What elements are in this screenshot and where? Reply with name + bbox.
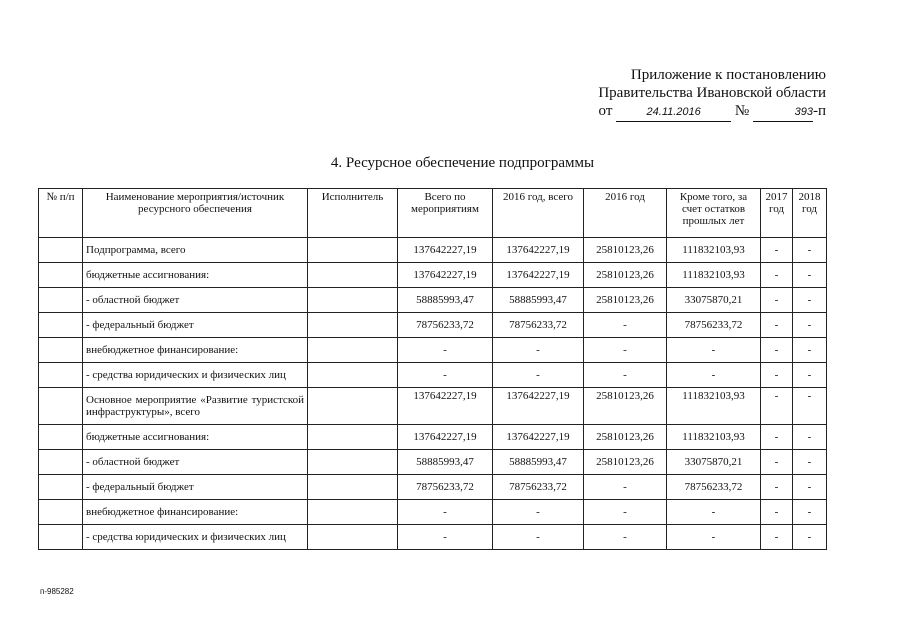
table-row [39, 263, 827, 288]
resource-table [38, 188, 827, 550]
table-cell: - [761, 450, 793, 475]
column-header: 2016 год [584, 189, 667, 238]
table-cell: 25810123,26 [584, 425, 667, 450]
table-cell [39, 288, 83, 313]
table-cell: 58885993,47 [398, 288, 493, 313]
table-row [39, 450, 827, 475]
table-cell: - [584, 313, 667, 338]
table-cell: - [793, 338, 827, 363]
column-header: Кроме того, за счет остатков прошлых лет [667, 189, 761, 238]
table-cell: 137642227,19 [493, 238, 584, 263]
table-cell: - [493, 363, 584, 388]
table-cell: 58885993,47 [493, 288, 584, 313]
table-cell [308, 288, 398, 313]
table-cell: 25810123,26 [584, 388, 667, 425]
table-row [39, 475, 827, 500]
table-cell: - [398, 500, 493, 525]
table-cell: внебюджетное финансирование: [83, 338, 308, 363]
column-header: Всего по мероприятиям [398, 189, 493, 238]
table-cell: - [793, 425, 827, 450]
table-cell: 78756233,72 [398, 475, 493, 500]
table-cell: 25810123,26 [584, 450, 667, 475]
table-cell [39, 425, 83, 450]
table-cell [308, 450, 398, 475]
table-cell: 137642227,19 [398, 388, 493, 425]
table-cell: 58885993,47 [493, 450, 584, 475]
table-cell: - [761, 313, 793, 338]
table-cell: 111832103,93 [667, 388, 761, 425]
handwritten-number: 393 [753, 103, 813, 122]
table-cell: - [584, 475, 667, 500]
column-header: Исполнитель [308, 189, 398, 238]
table-cell [39, 238, 83, 263]
table-cell: - [761, 388, 793, 425]
table-cell: - [761, 263, 793, 288]
table-row [39, 338, 827, 363]
column-header: 2016 год, всего [493, 189, 584, 238]
table-cell: - [793, 238, 827, 263]
table-cell: - [793, 263, 827, 288]
number-label: № [734, 103, 750, 119]
table-row [39, 363, 827, 388]
table-cell: 111832103,93 [667, 238, 761, 263]
table-cell: - [398, 338, 493, 363]
table-cell [308, 363, 398, 388]
table-cell: 78756233,72 [493, 313, 584, 338]
table-cell: - [493, 525, 584, 550]
table-cell [39, 263, 83, 288]
table-cell: 137642227,19 [493, 263, 584, 288]
table-cell [308, 475, 398, 500]
table-row [39, 525, 827, 550]
table-cell: - [398, 525, 493, 550]
table-cell: 58885993,47 [398, 450, 493, 475]
table-cell [39, 363, 83, 388]
table-cell: - [761, 525, 793, 550]
table-cell: 137642227,19 [493, 425, 584, 450]
table-cell: внебюджетное финансирование: [83, 500, 308, 525]
table-cell: - [584, 363, 667, 388]
table-row [39, 238, 827, 263]
table-cell: - областной бюджет [83, 450, 308, 475]
table-cell: Основное мероприятие «Развитие туристской инфраструктуры», всего [83, 388, 308, 425]
table-cell [308, 263, 398, 288]
table-cell: - [793, 288, 827, 313]
table-cell: - [584, 525, 667, 550]
table-cell [39, 450, 83, 475]
table-cell: - [761, 338, 793, 363]
table-cell: - областной бюджет [83, 288, 308, 313]
table-cell: - федеральный бюджет [83, 475, 308, 500]
handwritten-date: 24.11.2016 [616, 103, 731, 122]
table-cell: 25810123,26 [584, 288, 667, 313]
table-cell [39, 475, 83, 500]
table-row [39, 500, 827, 525]
table-cell: - средства юридических и физических лиц [83, 363, 308, 388]
approval-header [598, 66, 826, 122]
table-cell: - [793, 388, 827, 425]
table-cell: 78756233,72 [493, 475, 584, 500]
table-cell: - [793, 450, 827, 475]
table-cell: 33075870,21 [667, 450, 761, 475]
table-cell [39, 500, 83, 525]
table-cell: 137642227,19 [398, 425, 493, 450]
table-cell: 137642227,19 [493, 388, 584, 425]
table-cell: - [793, 313, 827, 338]
table-cell [39, 525, 83, 550]
table-cell: 78756233,72 [667, 475, 761, 500]
table-cell: - [761, 475, 793, 500]
table-cell [308, 525, 398, 550]
table-cell: - [761, 425, 793, 450]
table-cell: 137642227,19 [398, 263, 493, 288]
header-line2: Правительства Ивановской области [598, 85, 826, 101]
table-cell [39, 338, 83, 363]
table-cell [39, 313, 83, 338]
table-row [39, 288, 827, 313]
table-cell: 25810123,26 [584, 238, 667, 263]
table-cell: 33075870,21 [667, 288, 761, 313]
table-cell: - [584, 338, 667, 363]
table-cell [308, 500, 398, 525]
table-cell: - средства юридических и физических лиц [83, 525, 308, 550]
table-cell: 78756233,72 [667, 313, 761, 338]
table-row [39, 425, 827, 450]
table-cell: 78756233,72 [398, 313, 493, 338]
table-cell: 137642227,19 [398, 238, 493, 263]
section-title: 4. Ресурсное обеспечение подпрограммы [330, 155, 595, 171]
table-cell: бюджетные ассигнования: [83, 263, 308, 288]
table-cell: - [667, 525, 761, 550]
table-cell [308, 238, 398, 263]
table-cell: - [667, 500, 761, 525]
document-code: п-985282 [40, 587, 74, 596]
column-header: № п/п [39, 189, 83, 238]
table-cell [308, 313, 398, 338]
column-header: 2017 год [761, 189, 793, 238]
table-cell: 25810123,26 [584, 263, 667, 288]
table-cell [308, 425, 398, 450]
table-cell: - [761, 500, 793, 525]
table-cell: 111832103,93 [667, 263, 761, 288]
table-row [39, 388, 827, 425]
table-cell: - [761, 288, 793, 313]
table-cell: - [493, 500, 584, 525]
table-cell: - [493, 338, 584, 363]
table-cell: Подпрограмма, всего [83, 238, 308, 263]
table-cell [308, 338, 398, 363]
number-suffix: -п [812, 103, 826, 119]
header-line1: Приложение к постановлению [630, 67, 826, 83]
table-cell: - [584, 500, 667, 525]
column-header: 2018 год [793, 189, 827, 238]
table-cell: 111832103,93 [667, 425, 761, 450]
table-cell: - [793, 525, 827, 550]
table-cell: - [761, 238, 793, 263]
table-row [39, 313, 827, 338]
table-cell: - [793, 363, 827, 388]
table-cell: - [667, 338, 761, 363]
from-label: от [598, 103, 613, 119]
column-header: Наименование мероприятия/источник ресурсного обеспечения [83, 189, 308, 238]
table-cell: бюджетные ассигнования: [83, 425, 308, 450]
table-cell: - [398, 363, 493, 388]
header-line3 [598, 102, 826, 122]
table-cell: - федеральный бюджет [83, 313, 308, 338]
table-cell: - [667, 363, 761, 388]
table-cell [308, 388, 398, 425]
table-cell: - [793, 475, 827, 500]
table-cell: - [761, 363, 793, 388]
table-cell: - [793, 500, 827, 525]
table-cell [39, 388, 83, 425]
